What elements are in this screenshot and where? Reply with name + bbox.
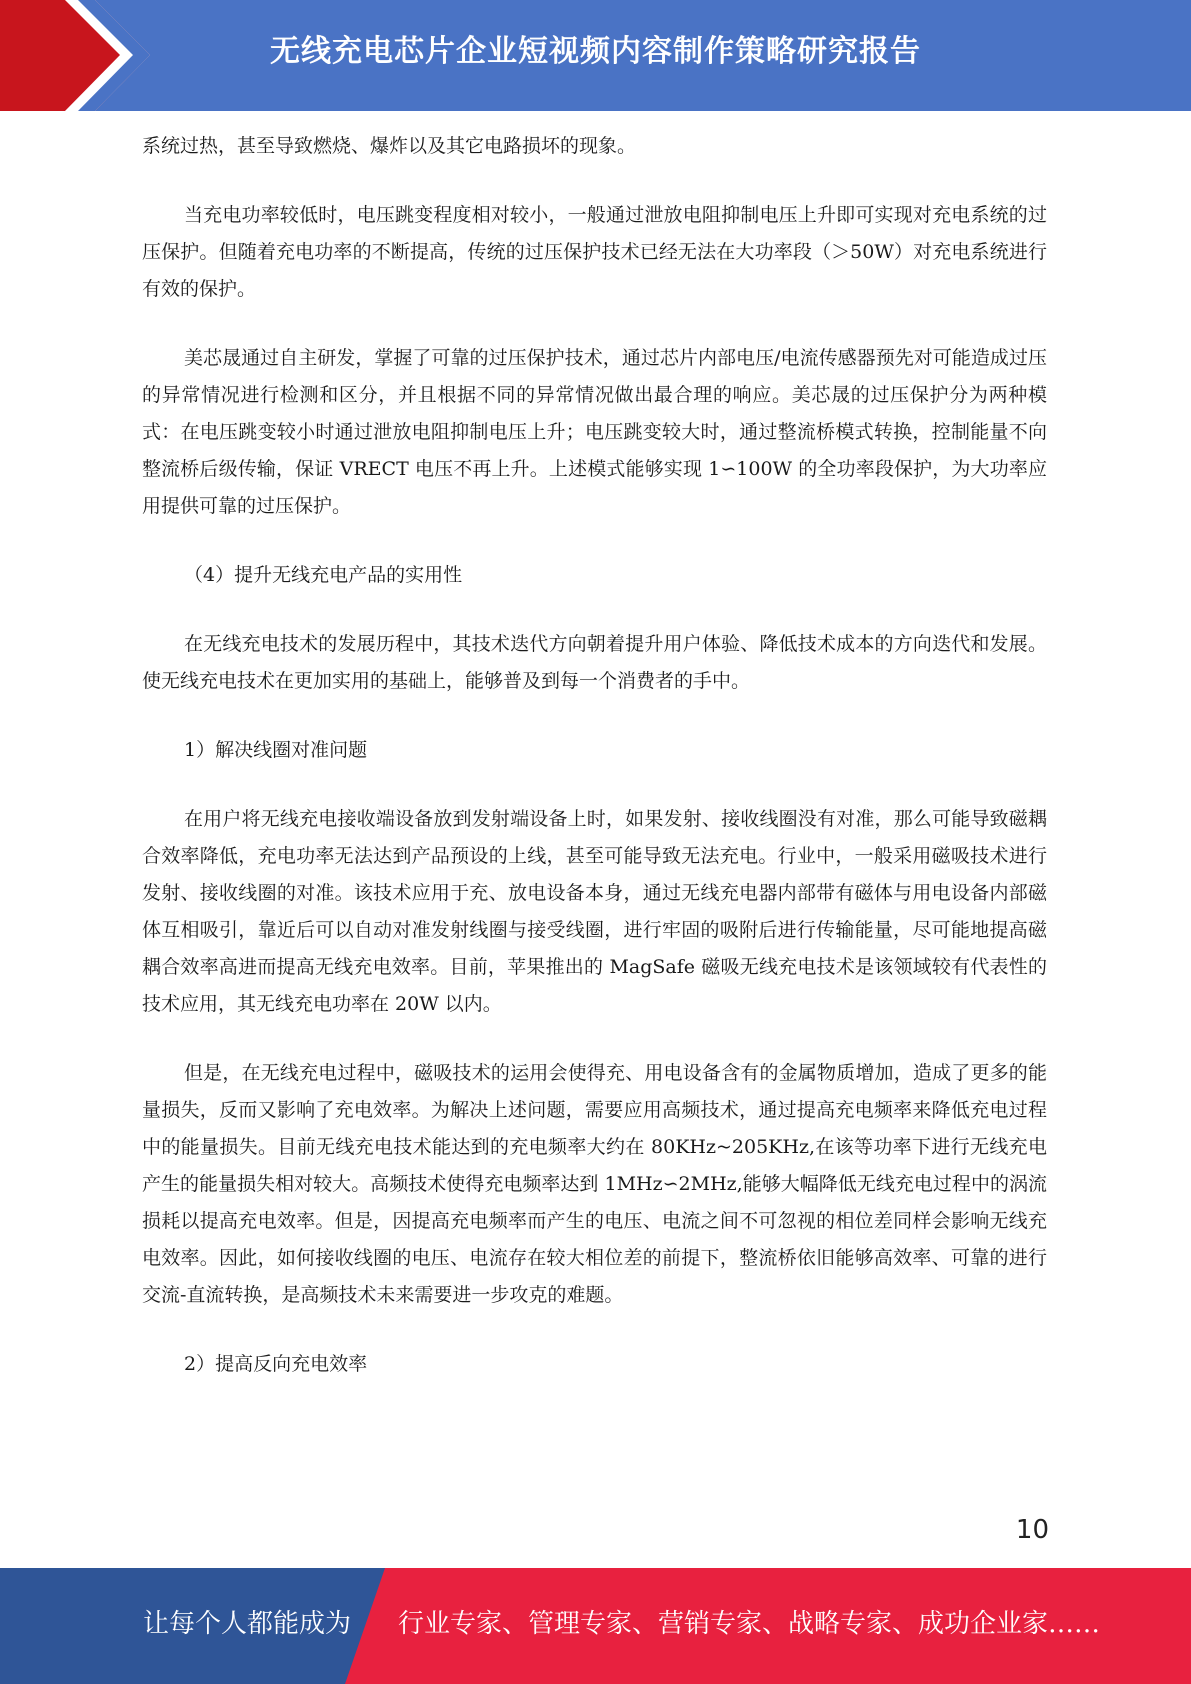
- paragraph: 当充电功率较低时，电压跳变程度相对较小，一般通过泄放电阻抑制电压上升即可实现对充电系统的过压保护。但随着充电功率的不断提高，传统的过压保护技术已经无法在大功率段（＞50W）对充电系统进行有效的保护。: [142, 204, 1047, 300]
- section-heading: （4）提升无线充电产品的实用性: [184, 564, 463, 586]
- paragraph: 在无线充电技术的发展历程中，其技术迭代方向朝着提升用户体验、降低技术成本的方向迭代和发展。使无线充电技术在更加实用的基础上，能够普及到每一个消费者的手中。: [142, 633, 1047, 692]
- subsection-heading: 2）提高反向充电效率: [184, 1353, 368, 1375]
- page-number: 10: [1015, 1515, 1049, 1545]
- header-chevron-decoration: [0, 0, 160, 111]
- paragraph: 美芯晟通过自主研发，掌握了可靠的过压保护技术，通过芯片内部电压/电流传感器预先对可能造成过压的异常情况进行检测和区分，并且根据不同的异常情况做出最合理的响应。美芯晟的过压保护分为两种模式：在电压跳变较小时通过泄放电阻抑制电压上升；电压跳变较大时，通过整流桥模式转换，控制能量不向整流桥后级传输，保证 VRECT 电压不再上升。上述模式能够实现 1∽100W 的全功率段保护，为大功率应用提供可靠的过压保护。: [142, 347, 1047, 517]
- subsection-heading: 1）解决线圈对准问题: [184, 739, 368, 761]
- header-title: 无线充电芯片企业短视频内容制作策略研究报告: [270, 34, 921, 69]
- page-footer: [0, 1568, 1191, 1684]
- report-body: [142, 128, 1047, 1383]
- page-header: [0, 0, 1191, 111]
- paragraph: 在用户将无线充电接收端设备放到发射端设备上时，如果发射、接收线圈没有对准，那么可能导致磁耦合效率降低，充电功率无法达到产品预设的上线，甚至可能导致无法充电。行业中，一般采用磁吸技术进行发射、接收线圈的对准。该技术应用于充、放电设备本身，通过无线充电器内部带有磁体与用电设备内部磁体互相吸引，靠近后可以自动对准发射线圈与接受线圈，进行牢固的吸附后进行传输能量，尽可能地提高磁耦合效率高进而提高无线充电效率。目前，苹果推出的 MagSafe 磁吸无线充电技术是该领域较有代表性的技术应用，其无线充电功率在 20W 以内。: [142, 808, 1047, 1015]
- paragraph: 系统过热，甚至导致燃烧、爆炸以及其它电路损坏的现象。: [142, 135, 637, 157]
- paragraph: 但是，在无线充电过程中，磁吸技术的运用会使得充、用电设备含有的金属物质增加，造成了更多的能量损失，反而又影响了充电效率。为解决上述问题，需要应用高频技术，通过提高充电频率来降低充电过程中的能量损失。目前无线充电技术能达到的充电频率大约在 80KHz~205KHz,在该等功率下进行无线充电产生的能量损失相对较大。高频技术使得充电频率达到 1MHz∽2MHz,能够大幅降低无线充电过程中的涡流损耗以提高充电效率。但是，因提高充电频率而产生的电压、电流之间不可忽视的相位差同样会影响无线充电效率。因此，如何接收线圈的电压、电流存在较大相位差的前提下，整流桥依旧能够高效率、可靠的进行交流-直流转换，是高频技术未来需要进一步攻克的难题。: [142, 1062, 1047, 1306]
- footer-slogan-right: 行业专家、管理专家、营销专家、战略专家、成功企业家……: [398, 1609, 1101, 1639]
- footer-slogan-left: 让每个人都能成为: [143, 1609, 352, 1639]
